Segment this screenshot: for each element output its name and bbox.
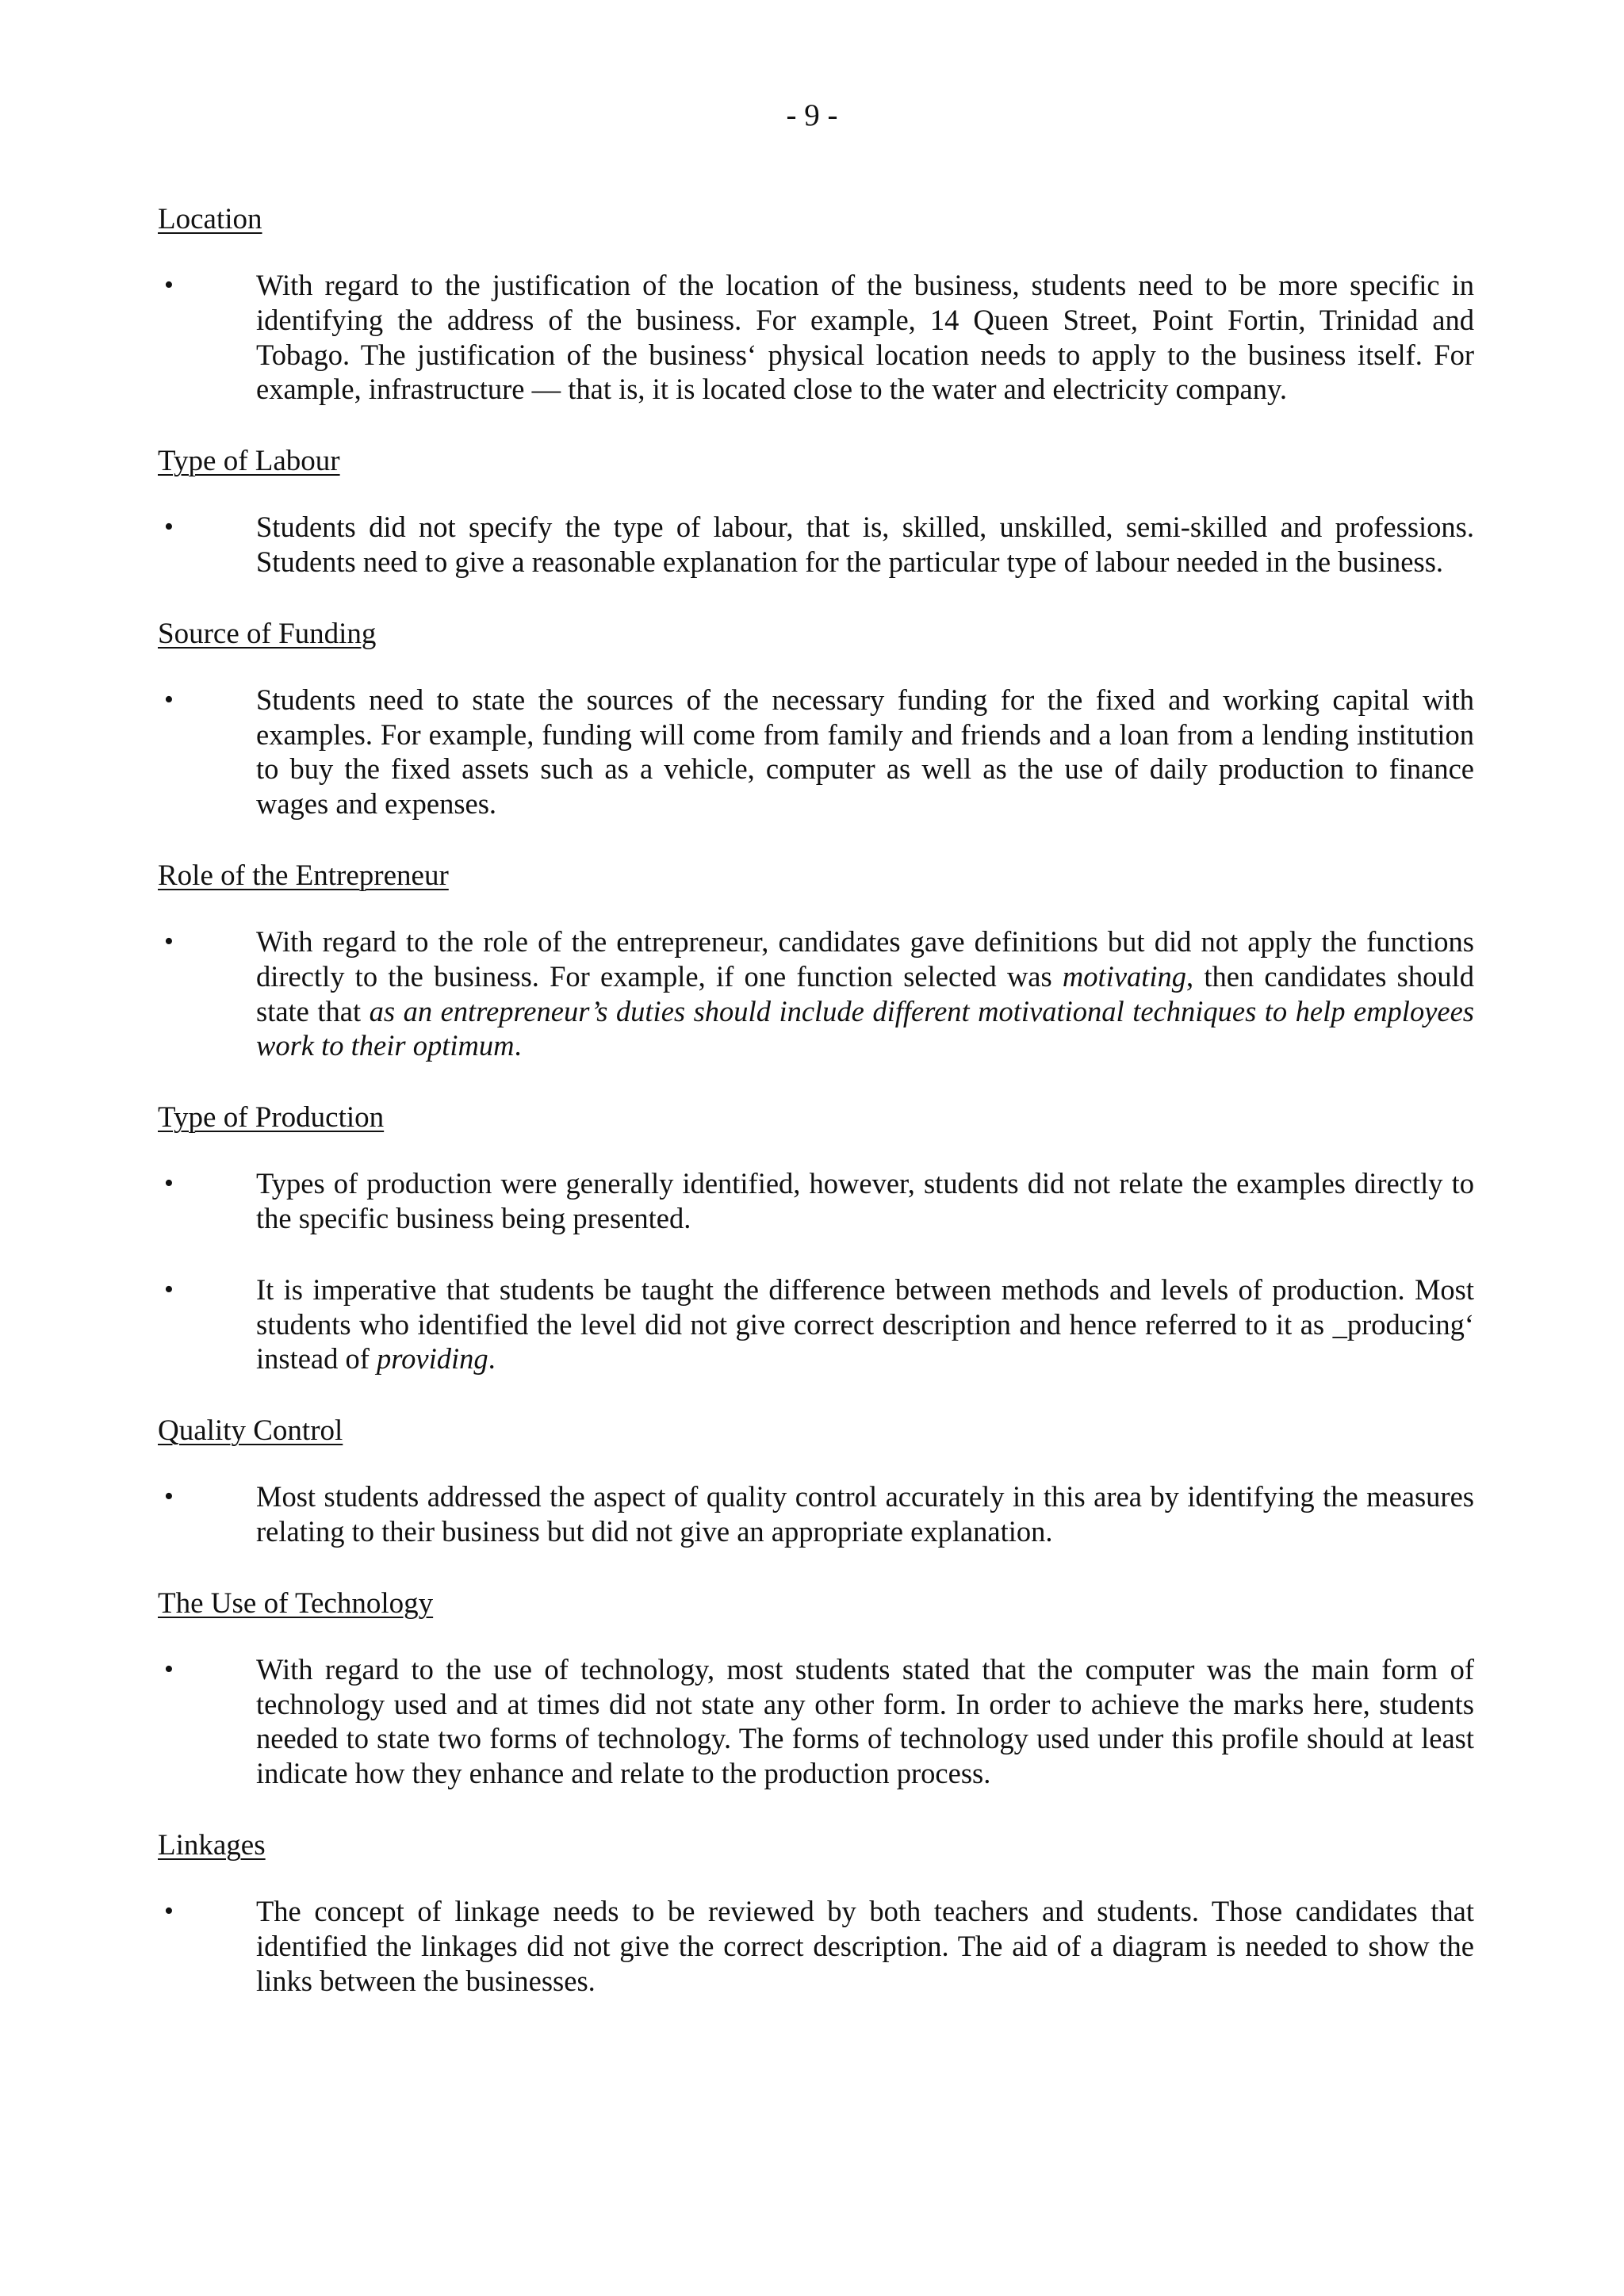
text-run: It is imperative that students be taught the difference between methods and levels of production. Most students who identified the level did not give correct description and hence referred to it as _producing‘ instead of	[256, 1272, 1474, 1376]
section-linkages	[158, 1826, 1474, 1998]
report-content	[158, 200, 1474, 2033]
bullet-text	[256, 1272, 1474, 1376]
bullet-text: The concept of linkage needs to be reviewed by both teachers and students. Those candidates that identified the linkages did not give the correct description. The aid of a diagram is needed to show the links between the businesses.	[256, 1894, 1474, 1997]
section-heading: Quality Control	[158, 1414, 343, 1448]
section-location	[158, 200, 1474, 407]
bullet-text	[256, 924, 1474, 1063]
section-heading: Role of the Entrepreneur	[158, 859, 449, 892]
bullet-text: With regard to the justification of the location of the business, students need to be more specific in identifying the address of the business. For example, 14 Queen Street, Point Fortin, Trinidad and Tobago. The justification of the business‘ physical location needs to apply to the business itself. For example, infrastructure — that is, it is located close to the water and electricity company.	[256, 269, 1474, 406]
italic-run: providing	[377, 1342, 488, 1376]
bullet-icon: •	[164, 1482, 174, 1512]
bullet-icon: •	[164, 1274, 174, 1304]
bullet-icon: •	[164, 684, 174, 714]
section-role-of-entrepreneur	[158, 856, 1474, 1063]
bullet-icon: •	[164, 1896, 174, 1926]
text-run: .	[488, 1342, 496, 1376]
section-type-of-production	[158, 1098, 1474, 1376]
bullet-text: With regard to the use of technology, most students stated that the computer was the main form of technology used and at times did not state any other form. In order to achieve the marks here, students needed to state two forms of technology. The forms of technology used under this profile should at least indicate how they enhance and relate to the production process.	[256, 1652, 1474, 1790]
bullet-text: Most students addressed the aspect of quality control accurately in this area by identifying the measures relating to their business but did not give an appropriate explanation.	[256, 1480, 1474, 1548]
bullet-item	[158, 1166, 1474, 1236]
section-heading: Type of Labour	[158, 445, 340, 478]
text-run: , then candidates should state that	[256, 959, 1475, 1027]
section-use-of-technology	[158, 1584, 1474, 1791]
text-run: With regard to the role of the entrepreneur, candidates gave definitions but did not apply the functions directly to the business. For example, if one function selected was	[256, 924, 1474, 993]
bullet-text: Types of production were generally identified, however, students did not relate the examples directly to the specific business being presented.	[256, 1167, 1474, 1234]
section-heading: The Use of Technology	[158, 1586, 434, 1620]
bullet-icon: •	[164, 270, 174, 300]
bullet-text: Students did not specify the type of labour, that is, skilled, unskilled, semi-skilled and professions. Students need to give a reasonable explanation for the particular type of labour needed in the business.	[256, 511, 1474, 578]
bullet-icon: •	[164, 1169, 174, 1199]
bullet-item	[158, 268, 1474, 407]
bullet-icon: •	[164, 1654, 174, 1684]
text-run: .	[514, 1029, 522, 1062]
bullet-item	[158, 683, 1474, 821]
bullet-icon: •	[164, 926, 174, 956]
section-heading: Type of Production	[158, 1101, 385, 1135]
section-quality-control	[158, 1411, 1474, 1549]
italic-run: motivating	[1062, 959, 1187, 993]
bullet-icon: •	[164, 512, 174, 542]
bullet-item	[158, 510, 1474, 580]
page-number: - 9 -	[786, 98, 838, 132]
section-type-of-labour	[158, 442, 1474, 580]
bullet-text: Students need to state the sources of the necessary funding for the fixed and working capital with examples. For example, funding will come from family and friends and a loan from a lending institution to buy the fixed assets such as a vehicle, computer as well as the use of daily production to finance wages and expenses.	[256, 683, 1474, 821]
bullet-item	[158, 1479, 1474, 1549]
bullet-item	[158, 1894, 1474, 1998]
section-heading: Source of Funding	[158, 617, 377, 650]
italic-run: as an entrepreneur’s duties should include different motivational techniques to help employees work to their optimum	[256, 994, 1474, 1062]
section-source-of-funding	[158, 614, 1474, 821]
section-heading: Location	[158, 203, 262, 235]
bullet-item	[158, 1652, 1474, 1791]
section-heading: Linkages	[158, 1828, 266, 1862]
bullet-item	[158, 1272, 1474, 1376]
bullet-item	[158, 924, 1474, 1063]
